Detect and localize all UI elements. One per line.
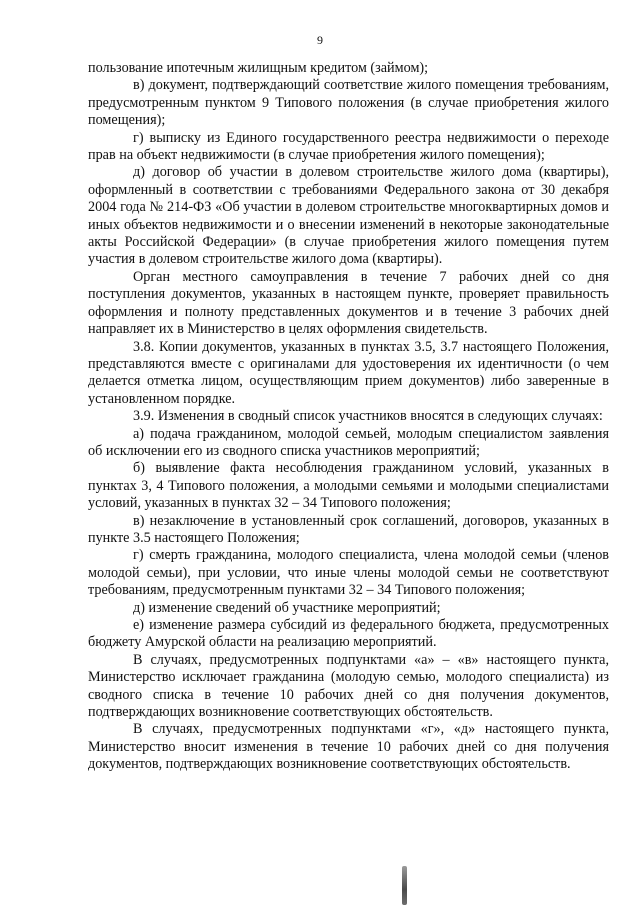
paragraph-continuation: пользование ипотечным жилищным кредитом (займом); [88,60,429,76]
paragraph-case-d: д) изменение сведений об участнике мероприятий; [133,599,441,616]
paragraph-item-g: г) выписку из Единого государственного реестра недвижимости о переходе прав на объект недвижимости (в случае приобретения жилого помещения); [88,129,609,164]
paragraph-case-b: б) выявление факта несоблюдения гражданином условий, указанных в пунктах 3, 4 Типового положения, а молодыми семьями и молодыми специалистами условий, указанных в пунктах 32 – 34 Типового положения; [88,460,609,512]
paragraph-cases-g-d: В случаях, предусмотренных подпунктами «г», «д» настоящего пункта, Министерство вносит изменения в течение 10 рабочих дней со дня получения документов, подтверждающих возникновение соответствующих обстоятельств. [88,721,609,773]
page-number: 9 [317,33,323,47]
paragraph-3-9: 3.9. Изменения в сводный список участников вносятся в следующих случаях: [133,408,603,425]
document-body [88,60,609,774]
paragraph-item-v: в) документ, подтверждающий соответствие жилого помещения требованиям, предусмотренным пунктом 9 Типового положения (в случае приобретения жилого помещения); [88,77,609,129]
staple-mark [402,866,407,905]
paragraph-case-g: г) смерть гражданина, молодого специалиста, члена молодой семьи (членов молодой семьи), при условии, что иные члены молодой семьи не соответствуют требованиям, предусмотренным пунктами 32 – 34 Типового положения; [88,547,609,599]
paragraph-case-v: в) незаключение в установленный срок соглашений, договоров, указанных в пункте 3.5 настоящего Положения; [88,512,609,546]
paragraph-case-a: а) подача гражданином, молодой семьей, молодым специалистом заявления об исключении его из сводного списка участников мероприятий; [88,425,609,459]
paragraph-case-e: е) изменение размера субсидий из федерального бюджета, предусмотренных бюджету Амурской области на реализацию мероприятий. [88,617,609,651]
paragraph-local-authority: Орган местного самоуправления в течение 7 рабочих дней со дня поступления документов, указанных в настоящем пункте, проверяет правильность оформления и полноту представленных документов и в течение 3 рабочих дней направляет их в Министерство в целях оформления свидетельств. [88,268,609,338]
paragraph-cases-a-v: В случаях, предусмотренных подпунктами «а» – «в» настоящего пункта, Министерство исключает гражданина (молодую семью, молодого специалиста) из сводного списка в течение 10 рабочих дней со дня получения документов, подтверждающих возникновение соответствующих обстоятельств. [88,651,609,721]
paragraph-item-d: д) договор об участии в долевом строительстве жилого дома (квартиры), оформленный в соответствии с требованиями Федерального закона от 30 декабря 2004 года № 214-ФЗ «Об участии в долевом строительстве многоквартирных домов и иных объектов недвижимости и о внесении изменений в некоторые законодательные акты Российской Федерации» (в случае приобретения жилого помещения путем участия в долевом строительстве жилого дома (квартиры). [88,164,609,268]
paragraph-3-8: 3.8. Копии документов, указанных в пунктах 3.5, 3.7 настоящего Положения, представляются вместе с оригиналами для удостоверения их идентичности (о чем делается отметка лицом, осуществляющим прием документов) либо заверенные в установленном порядке. [88,338,609,407]
